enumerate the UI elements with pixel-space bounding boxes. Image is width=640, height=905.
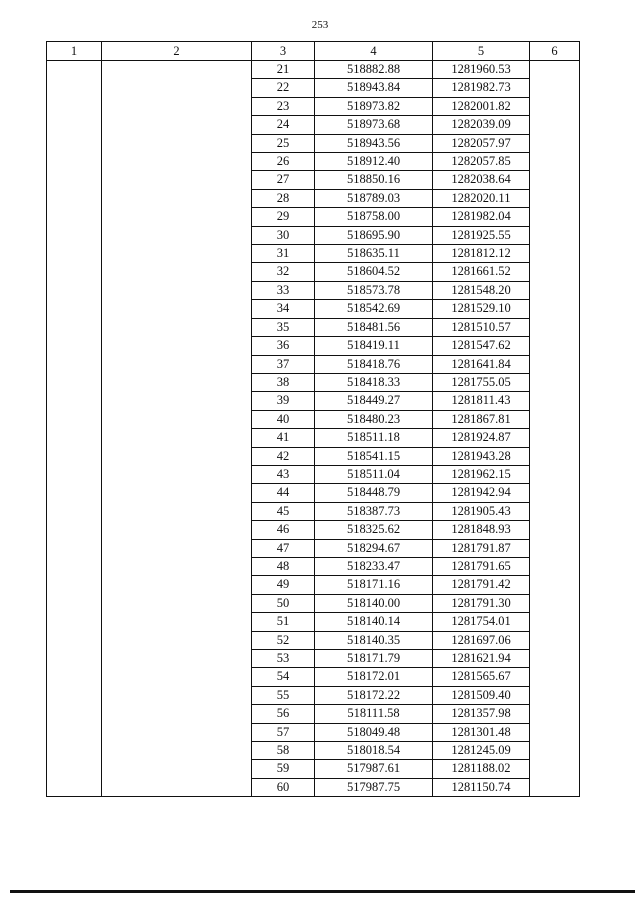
x-coordinate-cell: 518695.90 [315, 226, 433, 244]
column-header-6: 6 [530, 42, 580, 61]
x-coordinate-cell: 518419.11 [315, 337, 433, 355]
x-coordinate-cell: 518449.27 [315, 392, 433, 410]
point-number-cell: 48 [252, 557, 315, 575]
y-coordinate-cell: 1281791.42 [433, 576, 530, 594]
y-coordinate-cell: 1281245.09 [433, 742, 530, 760]
x-coordinate-cell: 517987.75 [315, 778, 433, 796]
point-number-cell: 44 [252, 484, 315, 502]
point-number-cell: 46 [252, 521, 315, 539]
x-coordinate-cell: 518635.11 [315, 245, 433, 263]
table-header-row [47, 42, 580, 61]
y-coordinate-cell: 1281697.06 [433, 631, 530, 649]
point-number-cell: 27 [252, 171, 315, 189]
x-coordinate-cell: 518018.54 [315, 742, 433, 760]
point-number-cell: 52 [252, 631, 315, 649]
point-number-cell: 53 [252, 650, 315, 668]
y-coordinate-cell: 1281565.67 [433, 668, 530, 686]
column-header-2: 2 [102, 42, 252, 61]
table-body [47, 61, 580, 797]
x-coordinate-cell: 518294.67 [315, 539, 433, 557]
y-coordinate-cell: 1281982.04 [433, 208, 530, 226]
point-number-cell: 42 [252, 447, 315, 465]
point-number-cell: 28 [252, 189, 315, 207]
point-number-cell: 21 [252, 61, 315, 79]
y-coordinate-cell: 1281754.01 [433, 613, 530, 631]
y-coordinate-cell: 1281547.62 [433, 337, 530, 355]
x-coordinate-cell: 518418.76 [315, 355, 433, 373]
point-number-cell: 25 [252, 134, 315, 152]
point-number-cell: 37 [252, 355, 315, 373]
y-coordinate-cell: 1281943.28 [433, 447, 530, 465]
point-number-cell: 34 [252, 300, 315, 318]
x-coordinate-cell: 518140.14 [315, 613, 433, 631]
y-coordinate-cell: 1281641.84 [433, 355, 530, 373]
y-coordinate-cell: 1282020.11 [433, 189, 530, 207]
y-coordinate-cell: 1282038.64 [433, 171, 530, 189]
x-coordinate-cell: 518387.73 [315, 502, 433, 520]
point-number-cell: 57 [252, 723, 315, 741]
point-number-cell: 54 [252, 668, 315, 686]
point-number-cell: 33 [252, 281, 315, 299]
x-coordinate-cell: 518111.58 [315, 705, 433, 723]
point-number-cell: 50 [252, 594, 315, 612]
y-coordinate-cell: 1281301.48 [433, 723, 530, 741]
x-coordinate-cell: 518573.78 [315, 281, 433, 299]
point-number-cell: 58 [252, 742, 315, 760]
coordinates-table [46, 41, 580, 797]
column-header-5: 5 [433, 42, 530, 61]
x-coordinate-cell: 518172.01 [315, 668, 433, 686]
point-number-cell: 49 [252, 576, 315, 594]
point-number-cell: 51 [252, 613, 315, 631]
y-coordinate-cell: 1281848.93 [433, 521, 530, 539]
point-number-cell: 35 [252, 318, 315, 336]
x-coordinate-cell: 518172.22 [315, 686, 433, 704]
x-coordinate-cell: 518325.62 [315, 521, 433, 539]
x-coordinate-cell: 518233.47 [315, 557, 433, 575]
point-number-cell: 56 [252, 705, 315, 723]
x-coordinate-cell: 518943.56 [315, 134, 433, 152]
y-coordinate-cell: 1281924.87 [433, 429, 530, 447]
y-coordinate-cell: 1281811.43 [433, 392, 530, 410]
point-number-cell: 31 [252, 245, 315, 263]
y-coordinate-cell: 1281548.20 [433, 281, 530, 299]
point-number-cell: 36 [252, 337, 315, 355]
point-number-cell: 40 [252, 410, 315, 428]
x-coordinate-cell: 518541.15 [315, 447, 433, 465]
y-coordinate-cell: 1281150.74 [433, 778, 530, 796]
y-coordinate-cell: 1281905.43 [433, 502, 530, 520]
x-coordinate-cell: 518480.23 [315, 410, 433, 428]
y-coordinate-cell: 1281791.87 [433, 539, 530, 557]
y-coordinate-cell: 1281982.73 [433, 79, 530, 97]
point-number-cell: 26 [252, 153, 315, 171]
x-coordinate-cell: 518511.18 [315, 429, 433, 447]
x-coordinate-cell: 518481.56 [315, 318, 433, 336]
x-coordinate-cell: 518973.68 [315, 116, 433, 134]
x-coordinate-cell: 518511.04 [315, 465, 433, 483]
merged-cell-col-2 [102, 61, 252, 797]
y-coordinate-cell: 1281925.55 [433, 226, 530, 244]
y-coordinate-cell: 1281867.81 [433, 410, 530, 428]
point-number-cell: 45 [252, 502, 315, 520]
column-header-4: 4 [315, 42, 433, 61]
y-coordinate-cell: 1282039.09 [433, 116, 530, 134]
x-coordinate-cell: 518789.03 [315, 189, 433, 207]
x-coordinate-cell: 518140.35 [315, 631, 433, 649]
x-coordinate-cell: 518882.88 [315, 61, 433, 79]
x-coordinate-cell: 518604.52 [315, 263, 433, 281]
column-header-1: 1 [47, 42, 102, 61]
point-number-cell: 30 [252, 226, 315, 244]
x-coordinate-cell: 518171.79 [315, 650, 433, 668]
table-row [47, 61, 580, 79]
point-number-cell: 38 [252, 373, 315, 391]
y-coordinate-cell: 1281962.15 [433, 465, 530, 483]
y-coordinate-cell: 1281661.52 [433, 263, 530, 281]
x-coordinate-cell: 518758.00 [315, 208, 433, 226]
point-number-cell: 43 [252, 465, 315, 483]
y-coordinate-cell: 1281755.05 [433, 373, 530, 391]
merged-cell-col-1 [47, 61, 102, 797]
page-number: 253 [311, 19, 329, 31]
y-coordinate-cell: 1282001.82 [433, 97, 530, 115]
x-coordinate-cell: 518418.33 [315, 373, 433, 391]
y-coordinate-cell: 1281942.94 [433, 484, 530, 502]
y-coordinate-cell: 1281812.12 [433, 245, 530, 263]
x-coordinate-cell: 518912.40 [315, 153, 433, 171]
y-coordinate-cell: 1281357.98 [433, 705, 530, 723]
x-coordinate-cell: 517987.61 [315, 760, 433, 778]
point-number-cell: 41 [252, 429, 315, 447]
y-coordinate-cell: 1281509.40 [433, 686, 530, 704]
point-number-cell: 22 [252, 79, 315, 97]
x-coordinate-cell: 518171.16 [315, 576, 433, 594]
point-number-cell: 29 [252, 208, 315, 226]
x-coordinate-cell: 518140.00 [315, 594, 433, 612]
merged-cell-col-6 [530, 61, 580, 797]
point-number-cell: 24 [252, 116, 315, 134]
point-number-cell: 47 [252, 539, 315, 557]
y-coordinate-cell: 1282057.97 [433, 134, 530, 152]
y-coordinate-cell: 1281960.53 [433, 61, 530, 79]
y-coordinate-cell: 1281510.57 [433, 318, 530, 336]
y-coordinate-cell: 1282057.85 [433, 153, 530, 171]
point-number-cell: 39 [252, 392, 315, 410]
point-number-cell: 23 [252, 97, 315, 115]
point-number-cell: 32 [252, 263, 315, 281]
x-coordinate-cell: 518542.69 [315, 300, 433, 318]
point-number-cell: 59 [252, 760, 315, 778]
x-coordinate-cell: 518943.84 [315, 79, 433, 97]
x-coordinate-cell: 518850.16 [315, 171, 433, 189]
y-coordinate-cell: 1281791.30 [433, 594, 530, 612]
column-header-3: 3 [252, 42, 315, 61]
bottom-rule [10, 890, 635, 893]
y-coordinate-cell: 1281621.94 [433, 650, 530, 668]
point-number-cell: 60 [252, 778, 315, 796]
point-number-cell: 55 [252, 686, 315, 704]
y-coordinate-cell: 1281188.02 [433, 760, 530, 778]
x-coordinate-cell: 518448.79 [315, 484, 433, 502]
x-coordinate-cell: 518049.48 [315, 723, 433, 741]
y-coordinate-cell: 1281529.10 [433, 300, 530, 318]
y-coordinate-cell: 1281791.65 [433, 557, 530, 575]
x-coordinate-cell: 518973.82 [315, 97, 433, 115]
